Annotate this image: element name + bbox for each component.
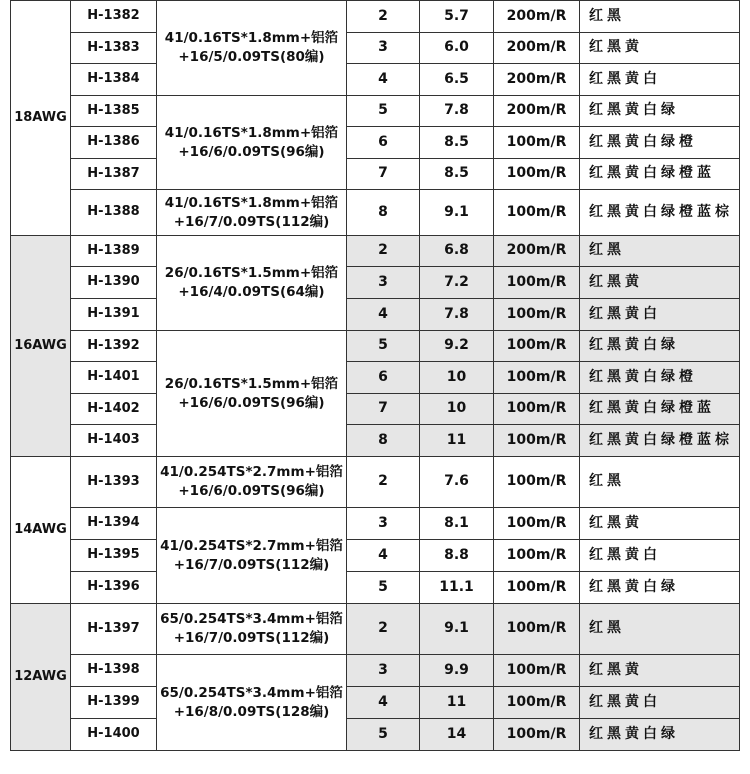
table-row (11, 394, 740, 425)
outer-diameter-cell: 7.6 (420, 457, 494, 508)
model-cell: H-1397 (71, 604, 157, 655)
packing-cell: 200m/R (494, 64, 580, 96)
outer-diameter-cell: 11 (420, 687, 494, 719)
conductor-spec-cell: 41/0.16TS*1.8mm+铝箔+16/5/0.09TS(80编) (157, 1, 347, 96)
conductor-spec-cell: 41/0.16TS*1.8mm+铝箔+16/7/0.09TS(112编) (157, 190, 347, 236)
packing-cell: 100m/R (494, 719, 580, 751)
core-colors-cell: 红黑黄白绿橙 (580, 362, 740, 394)
cores-cell: 2 (347, 236, 420, 267)
cable-spec-table (10, 0, 740, 751)
model-cell: H-1398 (71, 655, 157, 687)
cores-cell: 3 (347, 508, 420, 540)
outer-diameter-cell: 11.1 (420, 572, 494, 604)
outer-diameter-cell: 6.5 (420, 64, 494, 96)
core-colors-cell: 红黑黄白绿 (580, 96, 740, 127)
core-colors-cell: 红黑黄白绿橙蓝棕 (580, 425, 740, 457)
core-colors-cell: 红黑 (580, 457, 740, 508)
model-cell: H-1386 (71, 127, 157, 159)
conductor-spec-cell: 65/0.254TS*3.4mm+铝箔+16/8/0.09TS(128编) (157, 655, 347, 751)
packing-cell: 100m/R (494, 604, 580, 655)
gauge-cell: 16AWG (11, 236, 71, 457)
gauge-cell: 14AWG (11, 457, 71, 604)
core-colors-cell: 红黑黄白绿橙 (580, 127, 740, 159)
packing-cell: 100m/R (494, 127, 580, 159)
outer-diameter-cell: 7.8 (420, 299, 494, 331)
outer-diameter-cell: 8.5 (420, 127, 494, 159)
packing-cell: 100m/R (494, 572, 580, 604)
cores-cell: 3 (347, 33, 420, 64)
cores-cell: 6 (347, 362, 420, 394)
table-row (11, 1, 740, 33)
model-cell: H-1390 (71, 267, 157, 299)
table-row (11, 33, 740, 64)
table-row (11, 159, 740, 190)
outer-diameter-cell: 7.2 (420, 267, 494, 299)
packing-cell: 200m/R (494, 1, 580, 33)
cores-cell: 5 (347, 331, 420, 362)
model-cell: H-1400 (71, 719, 157, 751)
packing-cell: 100m/R (494, 159, 580, 190)
core-colors-cell: 红黑黄 (580, 508, 740, 540)
packing-cell: 100m/R (494, 540, 580, 572)
conductor-spec-cell: 26/0.16TS*1.5mm+铝箔+16/4/0.09TS(64编) (157, 236, 347, 331)
cores-cell: 4 (347, 299, 420, 331)
cores-cell: 4 (347, 540, 420, 572)
packing-cell: 200m/R (494, 236, 580, 267)
cores-cell: 2 (347, 604, 420, 655)
core-colors-cell: 红黑 (580, 1, 740, 33)
model-cell: H-1399 (71, 687, 157, 719)
cores-cell: 3 (347, 267, 420, 299)
model-cell: H-1388 (71, 190, 157, 236)
cores-cell: 2 (347, 457, 420, 508)
core-colors-cell: 红黑黄白绿橙蓝棕 (580, 190, 740, 236)
core-colors-cell: 红黑 (580, 236, 740, 267)
cores-cell: 2 (347, 1, 420, 33)
table-row (11, 719, 740, 751)
packing-cell: 100m/R (494, 331, 580, 362)
model-cell: H-1402 (71, 394, 157, 425)
outer-diameter-cell: 6.8 (420, 236, 494, 267)
cores-cell: 7 (347, 159, 420, 190)
table-row (11, 236, 740, 267)
cable-spec-body (11, 1, 740, 751)
model-cell: H-1394 (71, 508, 157, 540)
model-cell: H-1401 (71, 362, 157, 394)
table-row (11, 604, 740, 655)
cores-cell: 8 (347, 190, 420, 236)
model-cell: H-1396 (71, 572, 157, 604)
cores-cell: 5 (347, 96, 420, 127)
outer-diameter-cell: 7.8 (420, 96, 494, 127)
table-row (11, 331, 740, 362)
table-row (11, 457, 740, 508)
packing-cell: 200m/R (494, 33, 580, 64)
model-cell: H-1383 (71, 33, 157, 64)
packing-cell: 100m/R (494, 457, 580, 508)
table-row (11, 127, 740, 159)
table-row (11, 508, 740, 540)
packing-cell: 100m/R (494, 508, 580, 540)
core-colors-cell: 红黑黄白 (580, 299, 740, 331)
outer-diameter-cell: 9.9 (420, 655, 494, 687)
core-colors-cell: 红黑黄白 (580, 64, 740, 96)
packing-cell: 100m/R (494, 425, 580, 457)
table-row (11, 572, 740, 604)
outer-diameter-cell: 10 (420, 394, 494, 425)
cores-cell: 4 (347, 64, 420, 96)
packing-cell: 200m/R (494, 96, 580, 127)
cores-cell: 5 (347, 572, 420, 604)
core-colors-cell: 红黑黄 (580, 655, 740, 687)
model-cell: H-1395 (71, 540, 157, 572)
table-row (11, 540, 740, 572)
outer-diameter-cell: 6.0 (420, 33, 494, 64)
conductor-spec-cell: 26/0.16TS*1.5mm+铝箔+16/6/0.09TS(96编) (157, 331, 347, 457)
cores-cell: 6 (347, 127, 420, 159)
conductor-spec-cell: 41/0.254TS*2.7mm+铝箔+16/7/0.09TS(112编) (157, 508, 347, 604)
outer-diameter-cell: 9.1 (420, 190, 494, 236)
packing-cell: 100m/R (494, 299, 580, 331)
outer-diameter-cell: 10 (420, 362, 494, 394)
table-row (11, 425, 740, 457)
core-colors-cell: 红黑黄白 (580, 540, 740, 572)
packing-cell: 100m/R (494, 394, 580, 425)
model-cell: H-1393 (71, 457, 157, 508)
table-row (11, 687, 740, 719)
conductor-spec-cell: 65/0.254TS*3.4mm+铝箔+16/7/0.09TS(112编) (157, 604, 347, 655)
core-colors-cell: 红黑黄白绿橙蓝 (580, 394, 740, 425)
table-row (11, 299, 740, 331)
conductor-spec-cell: 41/0.254TS*2.7mm+铝箔+16/6/0.09TS(96编) (157, 457, 347, 508)
model-cell: H-1382 (71, 1, 157, 33)
packing-cell: 100m/R (494, 267, 580, 299)
model-cell: H-1387 (71, 159, 157, 190)
core-colors-cell: 红黑黄白绿 (580, 719, 740, 751)
outer-diameter-cell: 8.5 (420, 159, 494, 190)
table-row (11, 190, 740, 236)
packing-cell: 100m/R (494, 655, 580, 687)
outer-diameter-cell: 9.2 (420, 331, 494, 362)
gauge-cell: 12AWG (11, 604, 71, 751)
table-row (11, 267, 740, 299)
cores-cell: 8 (347, 425, 420, 457)
model-cell: H-1384 (71, 64, 157, 96)
core-colors-cell: 红黑 (580, 604, 740, 655)
packing-cell: 100m/R (494, 362, 580, 394)
model-cell: H-1385 (71, 96, 157, 127)
core-colors-cell: 红黑黄白 (580, 687, 740, 719)
outer-diameter-cell: 11 (420, 425, 494, 457)
cores-cell: 5 (347, 719, 420, 751)
outer-diameter-cell: 14 (420, 719, 494, 751)
packing-cell: 100m/R (494, 190, 580, 236)
cores-cell: 7 (347, 394, 420, 425)
conductor-spec-cell: 41/0.16TS*1.8mm+铝箔+16/6/0.09TS(96编) (157, 96, 347, 190)
core-colors-cell: 红黑黄白绿橙蓝 (580, 159, 740, 190)
gauge-cell: 18AWG (11, 1, 71, 236)
core-colors-cell: 红黑黄 (580, 33, 740, 64)
packing-cell: 100m/R (494, 687, 580, 719)
table-row (11, 655, 740, 687)
model-cell: H-1392 (71, 331, 157, 362)
model-cell: H-1403 (71, 425, 157, 457)
outer-diameter-cell: 9.1 (420, 604, 494, 655)
outer-diameter-cell: 8.8 (420, 540, 494, 572)
outer-diameter-cell: 5.7 (420, 1, 494, 33)
table-row (11, 362, 740, 394)
cores-cell: 4 (347, 687, 420, 719)
cores-cell: 3 (347, 655, 420, 687)
core-colors-cell: 红黑黄 (580, 267, 740, 299)
model-cell: H-1391 (71, 299, 157, 331)
model-cell: H-1389 (71, 236, 157, 267)
core-colors-cell: 红黑黄白绿 (580, 572, 740, 604)
outer-diameter-cell: 8.1 (420, 508, 494, 540)
table-row (11, 96, 740, 127)
core-colors-cell: 红黑黄白绿 (580, 331, 740, 362)
table-row (11, 64, 740, 96)
